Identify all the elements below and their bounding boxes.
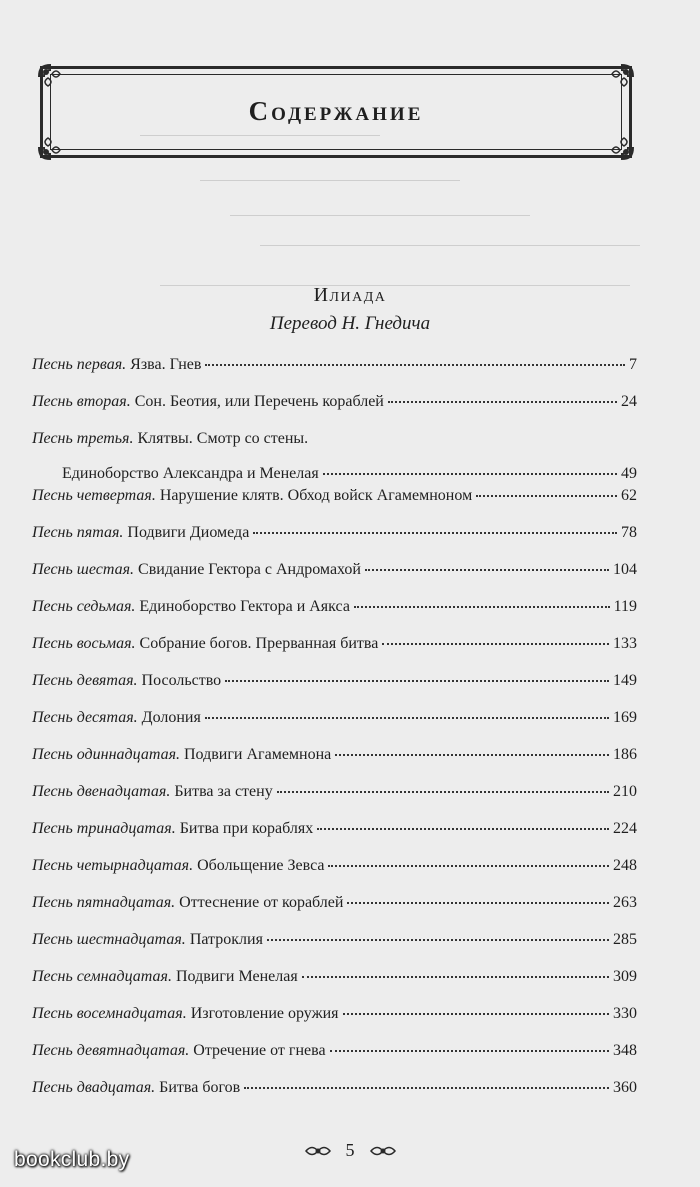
toc-entry [32, 632, 637, 669]
song-title: Долония [141, 709, 201, 726]
dot-leader [365, 569, 609, 571]
page-ref: 133 [613, 635, 637, 652]
dot-leader [225, 680, 609, 682]
toc-entry [32, 558, 637, 595]
page-ref: 186 [613, 746, 637, 763]
dot-leader [205, 717, 609, 719]
toc-entry [32, 595, 637, 632]
toc-entry [32, 1002, 637, 1039]
song-title: Свидание Гектора с Андромахой [138, 561, 361, 578]
song-number: Песнь двадцатая. [32, 1079, 156, 1096]
dot-leader [330, 1050, 609, 1052]
song-number: Песнь третья. [32, 430, 134, 447]
page-ref: 104 [613, 561, 637, 578]
title-frame [40, 66, 632, 158]
page-ref: 78 [621, 524, 637, 541]
song-title: Изготовление оружия [190, 1005, 339, 1022]
song-title: Подвиги Диомеда [127, 524, 250, 541]
song-number: Песнь восьмая. [32, 635, 136, 652]
footer-ornament-icon [304, 1143, 332, 1159]
toc-entry [32, 353, 637, 390]
song-title: Патроклия [189, 931, 263, 948]
dot-leader [244, 1087, 609, 1089]
song-title: Битва богов [159, 1079, 241, 1096]
song-number: Песнь восемнадцатая. [32, 1005, 187, 1022]
translator-credit: Перевод Н. Гнедича [269, 313, 431, 334]
song-title: Сон. Беотия, или Перечень кораблей [134, 393, 384, 410]
page-title: Содержание [248, 96, 424, 126]
watermark: bookclub.by [14, 1148, 130, 1171]
song-number: Песнь тринадцатая. [32, 820, 176, 837]
dot-leader [323, 473, 617, 475]
page-ref: 169 [613, 709, 637, 726]
dot-leader [347, 902, 609, 904]
toc-entry [32, 891, 637, 928]
song-number: Песнь шестнадцатая. [32, 931, 186, 948]
song-number: Песнь девятнадцатая. [32, 1042, 190, 1059]
song-number: Песнь седьмая. [32, 598, 136, 615]
table-of-contents [32, 353, 637, 1113]
song-title: Клятвы. Смотр со стены. [137, 430, 309, 447]
toc-entry [32, 965, 637, 1002]
page-ref: 309 [613, 968, 637, 985]
song-title: Подвиги Агамемнона [184, 746, 332, 763]
toc-entry [32, 427, 637, 484]
song-number: Песнь четырнадцатая. [32, 857, 194, 874]
corner-ornament-icon [36, 132, 66, 162]
toc-entry [32, 1076, 637, 1113]
song-number: Песнь семнадцатая. [32, 968, 172, 985]
song-number: Песнь четвертая. [32, 487, 156, 504]
corner-ornament-icon [606, 132, 636, 162]
toc-entry [32, 928, 637, 965]
song-title: Подвиги Менелая [175, 968, 298, 985]
song-title: Единоборство Гектора и Аякса [139, 598, 350, 615]
song-number: Песнь десятая. [32, 709, 138, 726]
song-title: Собрание богов. Прерванная битва [139, 635, 379, 652]
toc-entry [32, 1039, 637, 1076]
dot-leader [302, 976, 609, 978]
dot-leader [205, 364, 625, 366]
toc-entry [32, 706, 637, 743]
song-number: Песнь одиннадцатая. [32, 746, 180, 763]
song-title: Посольство [141, 672, 222, 689]
dot-leader [277, 791, 609, 793]
song-number: Песнь двенадцатая. [32, 783, 171, 800]
song-title: Язва. Гнев [130, 356, 202, 373]
page-ref: 248 [613, 857, 637, 874]
page-ref: 24 [621, 393, 637, 410]
page-ref: 224 [613, 820, 637, 837]
toc-entry [32, 521, 637, 558]
song-title: Нарушение клятв. Обход войск Агамемноном [159, 487, 473, 504]
song-number: Песнь пятнадцатая. [32, 894, 176, 911]
dot-leader [317, 828, 609, 830]
work-title: Илиада [313, 284, 387, 306]
dot-leader [328, 865, 609, 867]
dot-leader [343, 1013, 609, 1015]
page-number: 5 [345, 1140, 355, 1160]
dot-leader [388, 401, 617, 403]
page-ref: 119 [613, 598, 637, 615]
toc-entry [32, 780, 637, 817]
page-ref: 7 [629, 356, 637, 373]
footer-ornament-icon [369, 1143, 397, 1159]
toc-entry [32, 669, 637, 706]
toc-entry [32, 854, 637, 891]
dot-leader [382, 643, 609, 645]
song-number: Песнь девятая. [32, 672, 138, 689]
song-title: Отречение от гнева [193, 1042, 326, 1059]
dot-leader [253, 532, 617, 534]
song-title-continued: Единоборство Александра и Менелая [62, 465, 319, 482]
dot-leader [354, 606, 610, 608]
corner-ornament-icon [606, 62, 636, 92]
page-ref: 62 [621, 487, 637, 504]
page-ref: 210 [613, 783, 637, 800]
song-number: Песнь вторая. [32, 393, 131, 410]
song-title: Битва при кораблях [179, 820, 314, 837]
page-ref: 285 [613, 931, 637, 948]
page-ref: 348 [613, 1042, 637, 1059]
song-title: Битва за стену [174, 783, 273, 800]
page-ref: 330 [613, 1005, 637, 1022]
song-title: Обольщение Зевса [197, 857, 325, 874]
toc-entry [32, 743, 637, 780]
page-ref: 149 [613, 672, 637, 689]
toc-entry [32, 484, 637, 521]
page-ref: 360 [613, 1079, 637, 1096]
dot-leader [476, 495, 617, 497]
song-number: Песнь шестая. [32, 561, 135, 578]
dot-leader [335, 754, 609, 756]
toc-entry [32, 390, 637, 427]
dot-leader [267, 939, 609, 941]
song-number: Песнь первая. [32, 356, 127, 373]
song-number: Песнь пятая. [32, 524, 124, 541]
page-ref: 49 [621, 465, 637, 482]
corner-ornament-icon [36, 62, 66, 92]
song-title: Оттеснение от кораблей [179, 894, 344, 911]
page-ref: 263 [613, 894, 637, 911]
toc-entry [32, 817, 637, 854]
